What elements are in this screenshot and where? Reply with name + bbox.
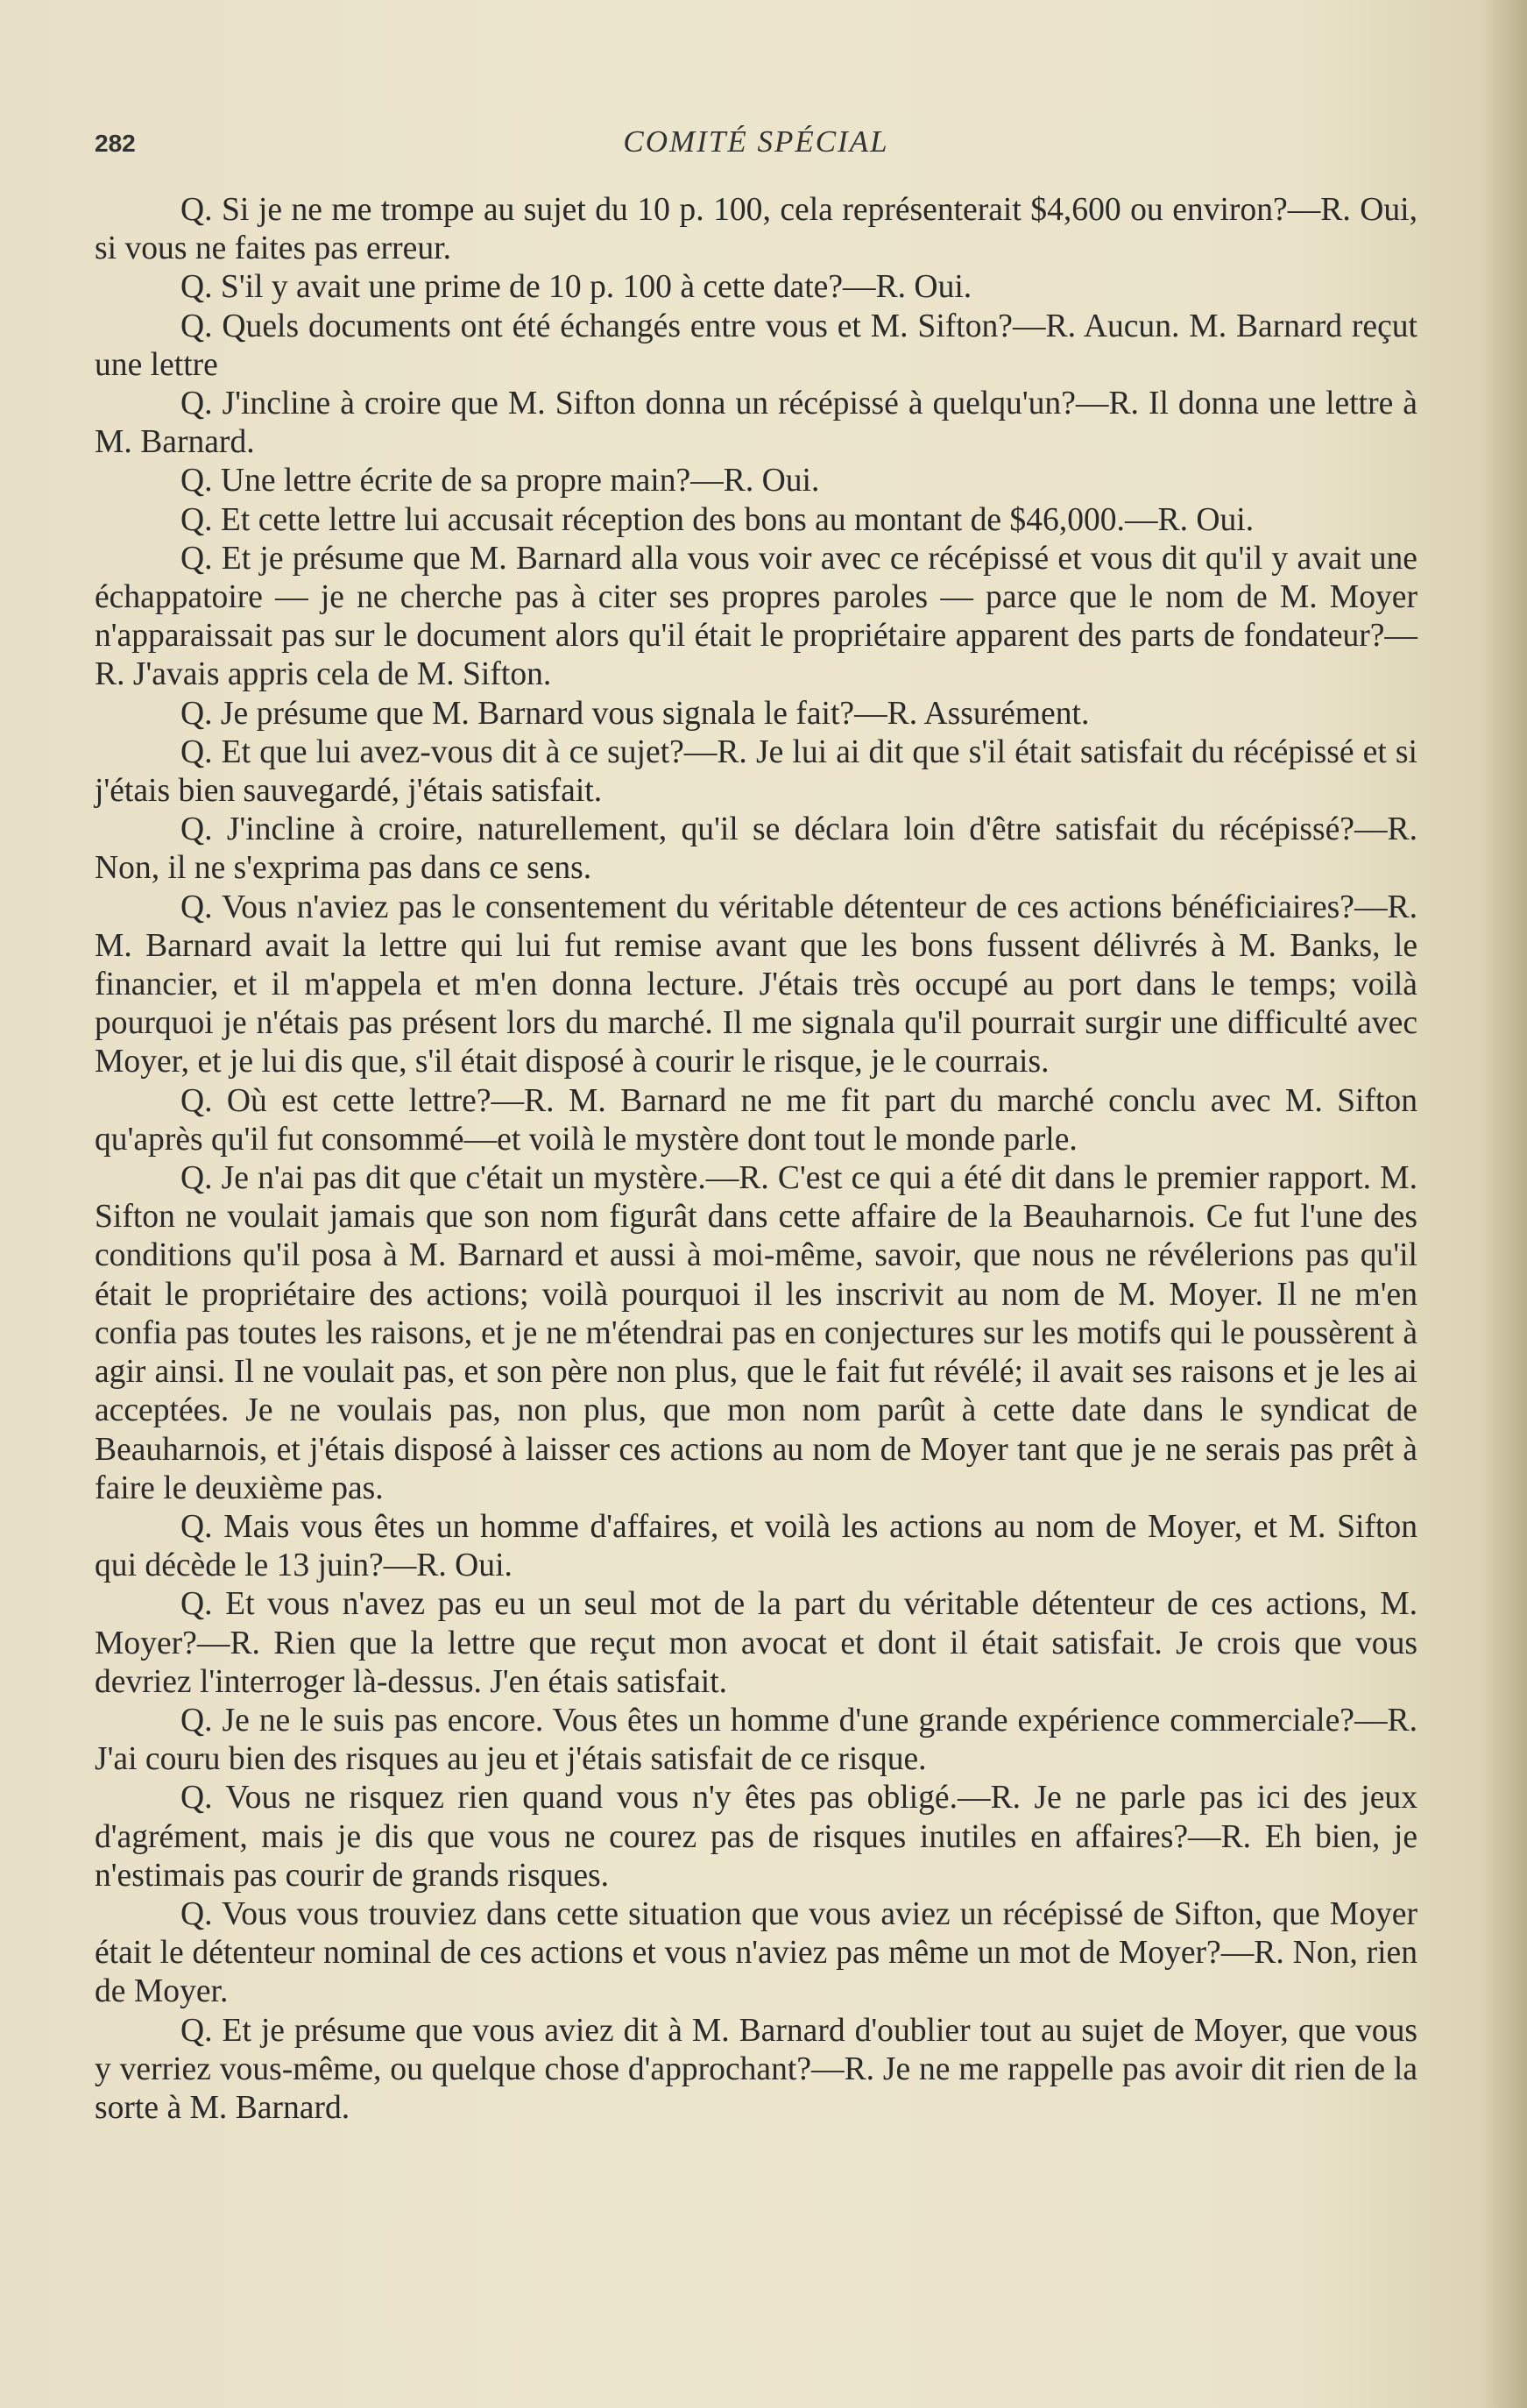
paragraph: Q. Où est cette lettre?—R. M. Barnard ne me fit part du marché conclu avec M. Sifton qu'après qu'il fut consommé—et voilà le mystère dont tout le monde parle.	[95, 1082, 1417, 1158]
paragraph: Q. Une lettre écrite de sa propre main?—R. Oui.	[180, 463, 820, 499]
body-text	[95, 191, 1417, 2128]
paragraph: Q. Et vous n'avez pas eu un seul mot de la part du véritable détenteur de ces actions, M. Moyer?—R. Rien que la lettre que reçut mon avocat et dont il était satisfait. Je crois que vous devriez l'interroger là-dessus. J'en étais satisfait.	[95, 1586, 1417, 1700]
paragraph: Q. Je présume que M. Barnard vous signala le fait?—R. Assurément.	[180, 695, 1090, 732]
page-title: COMITÉ SPÉCIAL	[623, 124, 889, 159]
paragraph: Q. Je n'ai pas dit que c'était un mystère.—R. C'est ce qui a été dit dans le premier rapport. M. Sifton ne voulait jamais que son nom figurât dans cette affaire de la Beauharnois. Ce fut l'une des conditions qu'il posa à M. Barnard et aussi à moi-même, savoir, que nous ne révélerions pas qu'il était le propriétaire des actions; voilà pourquoi il les inscrivit au nom de M. Moyer. Il ne m'en confia pas toutes les raisons, et je ne m'étendrai pas en conjectures sur les motifs qui le poussèrent à agir ainsi. Il ne voulait pas, et son père non plus, que le fait fut révélé; il avait ses raisons et je les ai acceptées. Je ne voulais pas, non plus, que mon nom parût à cette date dans le syndicat de Beauharnois, et j'étais disposé à laisser ces actions au nom de Moyer tant que je ne serais pas prêt à faire le deuxième pas.	[95, 1160, 1417, 1506]
paragraph: Q. Vous vous trouviez dans cette situation que vous aviez un récépissé de Sifton, que Moyer était le détenteur nominal de ces actions et vous n'aviez pas même un mot de Moyer?—R. Non, rien de Moyer.	[95, 1895, 1417, 2010]
paragraph: Q. Et je présume que M. Barnard alla vous voir avec ce récépissé et vous dit qu'il y avait une échappatoire — je ne cherche pas à citer ses propres paroles — parce que le nom de M. Moyer n'apparaissait pas sur le document alors qu'il était le propriétaire apparent des parts de fondateur?—R. J'avais appris cela de M. Sifton.	[95, 540, 1417, 693]
paragraph: Q. Je ne le suis pas encore. Vous êtes un homme d'une grande expérience commerciale?—R. J'ai couru bien des risques au jeu et j'étais satisfait de ce risque.	[95, 1702, 1417, 1778]
paragraph: Q. Vous ne risquez rien quand vous n'y êtes pas obligé.—R. Je ne parle pas ici des jeux d'agrément, mais je dis que vous ne courez pas de risques inutiles en affaires?—R. Eh bien, je n'estimais pas courir de grands risques.	[95, 1780, 1417, 1894]
paragraph: Q. J'incline à croire, naturellement, qu'il se déclara loin d'être satisfait du récépissé?—R. Non, il ne s'exprima pas dans ce sens.	[95, 811, 1417, 887]
page-number: 282	[95, 130, 136, 157]
paragraph: Q. S'il y avait une prime de 10 p. 100 à cette date?—R. Oui.	[180, 269, 972, 306]
paragraph: Q. Vous n'aviez pas le consentement du véritable détenteur de ces actions bénéficiaires?—R. M. Barnard avait la lettre qui lui fut remise avant que les bons fussent délivrés à M. Banks, le financier, et il m'appela et m'en donna lecture. J'étais très occupé au port dans le temps; voilà pourquoi je n'étais pas présent lors du marché. Il me signala qu'il pourrait surgir une difficulté avec Moyer, et je lui dis que, s'il était disposé à courir le risque, je le courrais.	[95, 889, 1417, 1080]
paragraph: Q. Et cette lettre lui accusait réception des bons au montant de $46,000.—R. Oui.	[180, 501, 1255, 538]
paragraph: Q. J'incline à croire que M. Sifton donna un récépissé à quelqu'un?—R. Il donna une lettre à M. Barnard.	[95, 386, 1417, 461]
paragraph: Q. Quels documents ont été échangés entre vous et M. Sifton?—R. Aucun. M. Barnard reçut une lettre	[95, 308, 1417, 383]
paragraph: Q. Si je ne me trompe au sujet du 10 p. 100, cela représenterait $4,600 ou environ?—R. Oui, si vous ne faites pas erreur.	[95, 192, 1417, 267]
paragraph: Q. Et je présume que vous aviez dit à M. Barnard d'oublier tout au sujet de Moyer, que vous y verriez vous-même, ou quelque chose d'approchant?—R. Je ne me rappelle pas avoir dit rien de la sorte à M. Barnard.	[95, 2012, 1417, 2126]
running-head	[95, 124, 1417, 168]
paragraph: Q. Mais vous êtes un homme d'affaires, et voilà les actions au nom de Moyer, et M. Sifton qui décède le 13 juin?—R. Oui.	[95, 1508, 1417, 1584]
paragraph: Q. Et que lui avez-vous dit à ce sujet?—R. Je lui ai dit que s'il était satisfait du récépissé et si j'étais bien sauvegardé, j'étais satisfait.	[95, 733, 1417, 810]
